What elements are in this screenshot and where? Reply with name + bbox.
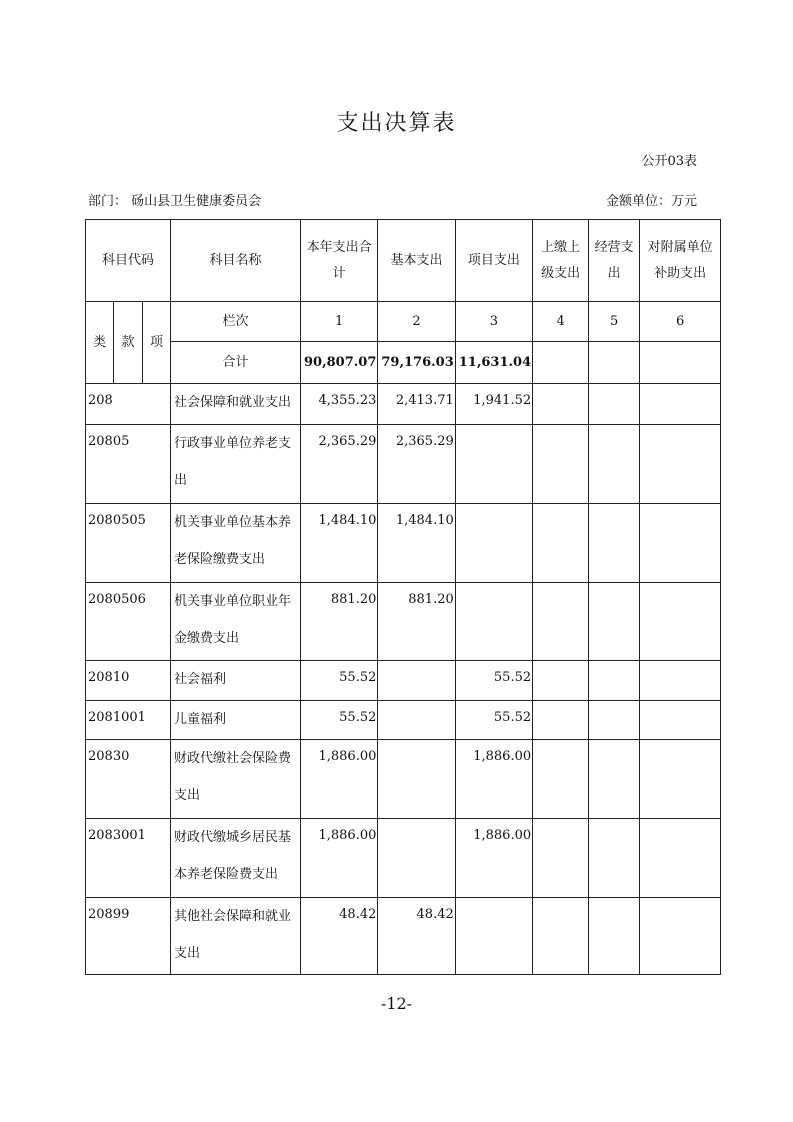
row-code: 2080505 [86,504,171,583]
row-code: 20805 [86,425,171,504]
table-row [86,701,721,740]
header-row [86,220,721,302]
row-total: 4,355.23 [301,384,378,425]
col-number: 6 [640,302,721,342]
row-name: 机关事业单位职业年金缴费支出 [171,583,301,661]
row-basic: 881.20 [378,583,455,661]
col-number: 2 [378,302,455,342]
row-business [589,384,640,425]
header-code: 科目代码 [86,220,171,302]
row-name: 其他社会保障和就业支出 [171,898,301,975]
row-code: 20810 [86,661,171,701]
row-basic: 48.42 [378,898,455,975]
table-row [86,661,721,701]
table-number: 公开03表 [641,154,697,169]
row-name: 财政代缴社会保险费支出 [171,740,301,819]
row-upper [533,898,589,975]
row-basic: 2,365.29 [378,425,455,504]
row-upper [533,583,589,661]
row-business [589,819,640,898]
row-name: 财政代缴城乡居民基本养老保险费支出 [171,819,301,898]
row-subsidy [640,898,721,975]
row-total: 48.42 [301,898,378,975]
row-business [589,504,640,583]
summary-basic: 79,176.03 [378,342,455,384]
row-project [455,898,532,975]
table-row [86,740,721,819]
header-xiang: 项 [143,302,171,384]
row-business [589,583,640,661]
row-upper [533,740,589,819]
row-name: 社会福利 [171,661,301,701]
row-business [589,740,640,819]
page-title: 支出决算表 [336,111,457,136]
row-name: 机关事业单位基本养老保险缴费支出 [171,504,301,583]
row-subsidy [640,583,721,661]
row-label: 栏次 [171,302,301,342]
row-project: 1,886.00 [455,819,532,898]
row-code: 20899 [86,898,171,975]
row-project: 55.52 [455,701,532,740]
row-code: 20830 [86,740,171,819]
row-subsidy [640,425,721,504]
summary-label: 合计 [171,342,301,384]
row-upper [533,504,589,583]
table-row [86,898,721,975]
header-upper: 上缴上级支出 [533,220,589,302]
amount-unit-label: 金额单位：万元 [605,194,697,209]
row-subsidy [640,504,721,583]
col-number: 1 [301,302,378,342]
row-name: 儿童福利 [171,701,301,740]
row-upper [533,384,589,425]
table-row [86,425,721,504]
header-lei: 类 [86,302,114,384]
row-upper [533,701,589,740]
row-total: 881.20 [301,583,378,661]
row-subsidy [640,819,721,898]
expenditure-table [85,219,721,975]
column-number-row [86,302,721,342]
summary-total: 90,807.07 [301,342,378,384]
row-basic [378,740,455,819]
table-row [86,819,721,898]
row-total: 55.52 [301,701,378,740]
page-number: -12- [380,994,413,1013]
row-code: 2083001 [86,819,171,898]
row-project: 1,886.00 [455,740,532,819]
row-basic: 1,484.10 [378,504,455,583]
row-name: 行政事业单位养老支出 [171,425,301,504]
row-project [455,425,532,504]
row-basic [378,661,455,701]
col-number: 3 [455,302,532,342]
summary-row [86,342,721,384]
row-subsidy [640,701,721,740]
row-business [589,898,640,975]
col-number: 5 [589,302,640,342]
row-subsidy [640,740,721,819]
row-total: 1,886.00 [301,740,378,819]
row-code: 2081001 [86,701,171,740]
col-number: 4 [533,302,589,342]
row-total: 1,484.10 [301,504,378,583]
row-basic: 2,413.71 [378,384,455,425]
row-business [589,701,640,740]
row-subsidy [640,661,721,701]
row-basic [378,701,455,740]
row-name: 社会保障和就业支出 [171,384,301,425]
row-project [455,504,532,583]
row-code: 2080506 [86,583,171,661]
header-basic: 基本支出 [378,220,455,302]
row-total: 2,365.29 [301,425,378,504]
row-project: 1,941.52 [455,384,532,425]
row-upper [533,819,589,898]
header-kuan: 款 [114,302,143,384]
row-business [589,425,640,504]
header-total: 本年支出合计 [301,220,378,302]
row-subsidy [640,384,721,425]
row-upper [533,661,589,701]
row-basic [378,819,455,898]
row-total: 1,886.00 [301,819,378,898]
header-subsidy: 对附属单位补助支出 [640,220,721,302]
row-project: 55.52 [455,661,532,701]
header-business: 经营支出 [589,220,640,302]
table-row [86,504,721,583]
department-label: 部门： 砀山县卫生健康委员会 [88,194,262,209]
summary-project: 11,631.04 [455,342,532,384]
header-project: 项目支出 [455,220,532,302]
table-row [86,583,721,661]
row-code: 208 [86,384,171,425]
row-total: 55.52 [301,661,378,701]
table-row [86,384,721,425]
row-upper [533,425,589,504]
header-name: 科目名称 [171,220,301,302]
row-business [589,661,640,701]
row-project [455,583,532,661]
